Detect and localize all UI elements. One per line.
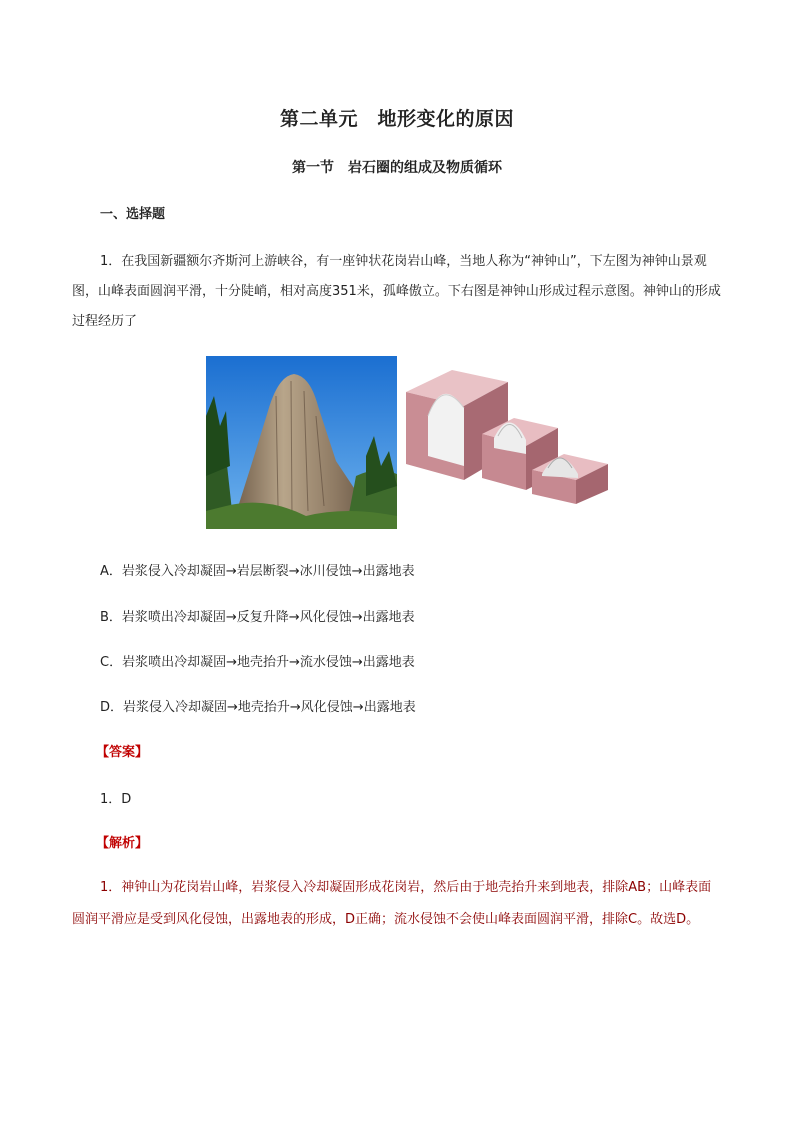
question-type-heading: 一、选择题 — [100, 207, 166, 222]
section-title: 第一节 岩石圈的组成及物质循环 — [292, 160, 502, 176]
mountain-photo — [206, 356, 397, 529]
option-a: A．岩浆侵入冷却凝固→岩层断裂→冰川侵蚀→出露地表 — [100, 564, 415, 579]
question-stem: 1．在我国新疆额尔齐斯河上游峡谷，有一座钟状花岗岩山峰，当地人称为“神钟山”，下左图为神钟山景观图，山峰表面圆润平滑，十分陡峭，相对高度351米，孤峰傲立。下右图是神钟山形成过程示意图。神钟山的形成过程经历了 — [72, 254, 721, 329]
option-b: B．岩浆喷出冷却凝固→反复升降→风化侵蚀→出露地表 — [100, 610, 415, 625]
unit-title: 第二单元 地形变化的原因 — [279, 108, 514, 130]
option-c: C．岩浆喷出冷却凝固→地壳抬升→流水侵蚀→出露地表 — [100, 655, 415, 670]
analysis-text: 1．神钟山为花岗岩山峰，岩浆侵入冷却凝固形成花岗岩，然后由于地壳抬升来到地表，排除AB；山峰表面圆润平滑应是受到风化侵蚀，出露地表的形成，D正确；流水侵蚀不会使山峰表面圆润平滑，排除C。故选D。 — [72, 880, 712, 927]
analysis-label: 【解析】 — [96, 836, 149, 851]
option-d: D．岩浆侵入冷却凝固→地壳抬升→风化侵蚀→出露地表 — [100, 700, 416, 715]
formation-diagram — [402, 356, 634, 506]
answer-text: 1．D — [100, 792, 132, 807]
answer-label: 【答案】 — [96, 745, 149, 760]
